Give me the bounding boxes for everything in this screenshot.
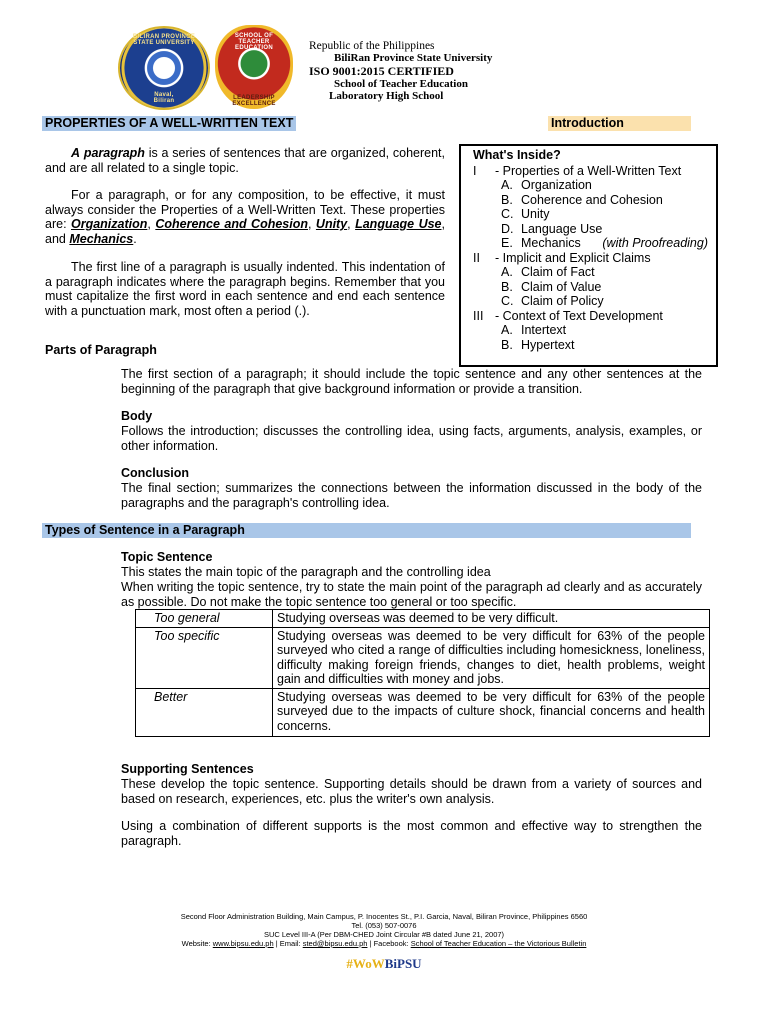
seal-ste-sub: LEADERSHIP EXCELLENCE bbox=[232, 95, 276, 107]
topic-line-1: This states the main topic of the paragraph and the controlling idea bbox=[121, 565, 491, 579]
inside-item-text: Intertext bbox=[521, 323, 567, 337]
seal-bipsu-sub: Naval, Biliran bbox=[153, 92, 175, 104]
email-link[interactable]: sted@bipsu.edu.ph bbox=[302, 939, 368, 948]
footer-facebook-label: | Facebook: bbox=[369, 939, 409, 948]
seal-bipsu-text: BILIRAN PROVINCE STATE UNIVERSITY bbox=[132, 34, 196, 46]
header-iso: ISO 9001:2015 CERTIFIED bbox=[309, 64, 454, 78]
inside-item bbox=[473, 265, 708, 280]
inside-item-letter: D. bbox=[501, 221, 514, 236]
combination-text: Using a combination of different supports is the most common and effective way to strengthen the paragraph. bbox=[121, 819, 702, 848]
table-row bbox=[136, 610, 710, 628]
topic-sentence-heading: Topic Sentence bbox=[121, 550, 213, 564]
inside-section-num: I bbox=[473, 163, 477, 178]
property-language-use: Language Use bbox=[355, 217, 442, 231]
bipsu-seal-logo bbox=[120, 28, 208, 108]
school-of-teacher-education-seal-logo bbox=[215, 25, 293, 109]
inside-section-1 bbox=[473, 164, 708, 179]
inside-section-3 bbox=[473, 309, 708, 324]
parts-heading: Parts of Paragraph bbox=[45, 343, 157, 357]
inside-section-num: II bbox=[473, 250, 480, 265]
intro-paragraph-3 bbox=[45, 260, 445, 318]
intro-and: and bbox=[45, 231, 66, 246]
intro-paragraph-2: For a paragraph, or for any composition, to be effective, it must always consider the Properties of a Well-Written Text. These properties are: Organization, Coherence and Cohesion, Unity, Language Use, and Mechanics. bbox=[45, 188, 445, 246]
inside-item-letter: C. bbox=[501, 207, 514, 221]
table-cell-text: Studying overseas was deemed to be very difficult for 63% of the people surveyed who cited a range of difficulties including homesickness, loneliness, difficulty making foreign friends, changes to diet, health problems, weight gain and difficulties with money and jobs. bbox=[273, 627, 710, 688]
hashtag-suffix: BiPSU bbox=[384, 956, 422, 971]
footer-email-label: | Email: bbox=[275, 939, 301, 948]
mechanics-note: (with Proofreading) bbox=[602, 236, 708, 250]
header-school: School of Teacher Education bbox=[334, 78, 468, 90]
table-cell-text: Studying overseas was deemed to be very difficult for 63% of the people surveyed due to the impacts of culture shock, financial concerns and health concerns. bbox=[273, 688, 710, 737]
inside-item-text: Language Use bbox=[521, 221, 603, 236]
intro-paragraph-1 bbox=[45, 146, 445, 175]
header-republic: Republic of the Philippines bbox=[309, 40, 435, 52]
inside-item-text: Hypertext bbox=[521, 337, 575, 352]
inside-item bbox=[473, 280, 708, 295]
table-cell-text: Studying overseas was deemed to be very difficult. bbox=[273, 610, 710, 628]
whats-inside-box bbox=[459, 144, 718, 367]
inside-item bbox=[473, 323, 708, 338]
footer-suc: SUC Level III-A (Per DBM-CHED Joint Circular #B dated June 21, 2007) bbox=[263, 930, 505, 939]
inside-item-text: Claim of Fact bbox=[521, 265, 595, 279]
footer-links bbox=[0, 939, 768, 949]
header-lab-school: Laboratory High School bbox=[329, 90, 444, 102]
inside-item bbox=[473, 207, 708, 222]
inside-item-letter: A. bbox=[501, 178, 513, 192]
inside-item-letter: B. bbox=[501, 279, 513, 294]
body-heading: Body bbox=[121, 409, 153, 423]
intro-term-paragraph: paragraph bbox=[83, 146, 145, 160]
whats-inside-title: What's Inside? bbox=[473, 148, 561, 162]
inside-section-label: - Properties of a Well-Written Text bbox=[495, 163, 682, 178]
supporting-sentences-heading: Supporting Sentences bbox=[121, 762, 254, 776]
inside-item-text: Mechanics bbox=[521, 236, 581, 250]
table-cell-label: Better bbox=[136, 688, 273, 737]
page-title: PROPERTIES OF A WELL-WRITTEN TEXT bbox=[42, 116, 296, 131]
header-university: BiliRan Province State University bbox=[334, 52, 493, 64]
inside-item-text: Unity bbox=[521, 207, 550, 221]
supporting-sentences-text: These develop the topic sentence. Supporting details should be drawn from a variety of sources and based on research, experiences, etc. plus the writer's own analysis. bbox=[121, 777, 702, 806]
table-row bbox=[136, 627, 710, 688]
facebook-link[interactable]: School of Teacher Education – the Victorious Bulletin bbox=[410, 939, 587, 948]
parts-intro-text: The first section of a paragraph; it should include the topic sentence and any other sentences at the beginning of the paragraph that give background information or provide a transition. bbox=[121, 367, 702, 396]
seal-ste-text: SCHOOL OF TEACHER EDUCATION bbox=[234, 33, 274, 51]
topic-line-2: When writing the topic sentence, try to state the main point of the paragraph ad clearly and as accurately as possible. Do not make the topic sentence too general or too specific. bbox=[121, 580, 702, 609]
conclusion-text: The final section; summarizes the connections between the information discussed in the body of the paragraphs and the paragraph's controlling idea. bbox=[121, 481, 702, 510]
inside-item-text: Claim of Policy bbox=[521, 294, 604, 308]
footer-address: Second Floor Administration Building, Main Campus, P. Inocentes St., P.I. Garcia, Naval, Biliran Province, Philippines 6560 bbox=[180, 912, 588, 921]
intro-p3-text: The first line of a paragraph is usually indented. This indentation of a paragraph indicates where the paragraph begins. Remember that you must capitalize the first word in each sentence and end each sentence with a punctuation mark, most often a period (.). bbox=[45, 260, 445, 318]
inside-item-letter: B. bbox=[501, 337, 513, 352]
conclusion-heading: Conclusion bbox=[121, 466, 190, 480]
hashtag bbox=[0, 956, 768, 972]
intro-p2-text: For a paragraph, or for any composition, to be effective, it must always consider the Properties of a Well-Written Text. These properties are: bbox=[45, 188, 445, 231]
intro-p1-rest: is a series of sentences that are organized, coherent, and are all related to a single topic. bbox=[45, 146, 446, 175]
property-organization: Organization bbox=[71, 217, 148, 231]
inside-item bbox=[473, 294, 708, 309]
property-mechanics: Mechanics bbox=[69, 231, 134, 246]
footer-website-label: Website: bbox=[181, 939, 211, 948]
section-label-introduction: Introduction bbox=[548, 116, 691, 131]
website-link[interactable]: www.bipsu.edu.ph bbox=[212, 939, 274, 948]
inside-item-text: Claim of Value bbox=[521, 279, 602, 294]
inside-section-label: - Implicit and Explicit Claims bbox=[495, 250, 651, 265]
body-text: Follows the introduction; discusses the controlling idea, using facts, arguments, analysis, examples, or other information. bbox=[121, 424, 702, 453]
inside-item-letter: C. bbox=[501, 294, 514, 308]
inside-item bbox=[473, 178, 708, 193]
table-cell-label: Too specific bbox=[136, 627, 273, 688]
inside-item-text: Coherence and Cohesion bbox=[521, 192, 663, 207]
inside-item-letter: A. bbox=[501, 323, 513, 337]
property-coherence: Coherence and Cohesion bbox=[155, 217, 308, 231]
types-heading: Types of Sentence in a Paragraph bbox=[42, 523, 691, 538]
table-cell-label: Too general bbox=[136, 610, 273, 628]
inside-item-letter: A. bbox=[501, 265, 513, 279]
inside-item bbox=[473, 222, 708, 237]
footer-tel: Tel. (053) 507-0076 bbox=[351, 921, 417, 930]
inside-section-num: III bbox=[473, 308, 484, 323]
topic-sentence-examples-table bbox=[135, 609, 710, 737]
property-unity: Unity bbox=[315, 217, 348, 231]
inside-item-letter: B. bbox=[501, 192, 513, 207]
inside-item-text: Organization bbox=[521, 178, 592, 192]
table-row bbox=[136, 688, 710, 737]
inside-section-label: - Context of Text Development bbox=[495, 308, 663, 323]
hashtag-prefix: #WoW bbox=[346, 956, 385, 971]
inside-section-2 bbox=[473, 251, 708, 266]
inside-item bbox=[473, 193, 708, 208]
inside-item-letter: E. bbox=[501, 236, 513, 250]
intro-a: A bbox=[71, 146, 81, 160]
inside-item bbox=[473, 338, 708, 353]
